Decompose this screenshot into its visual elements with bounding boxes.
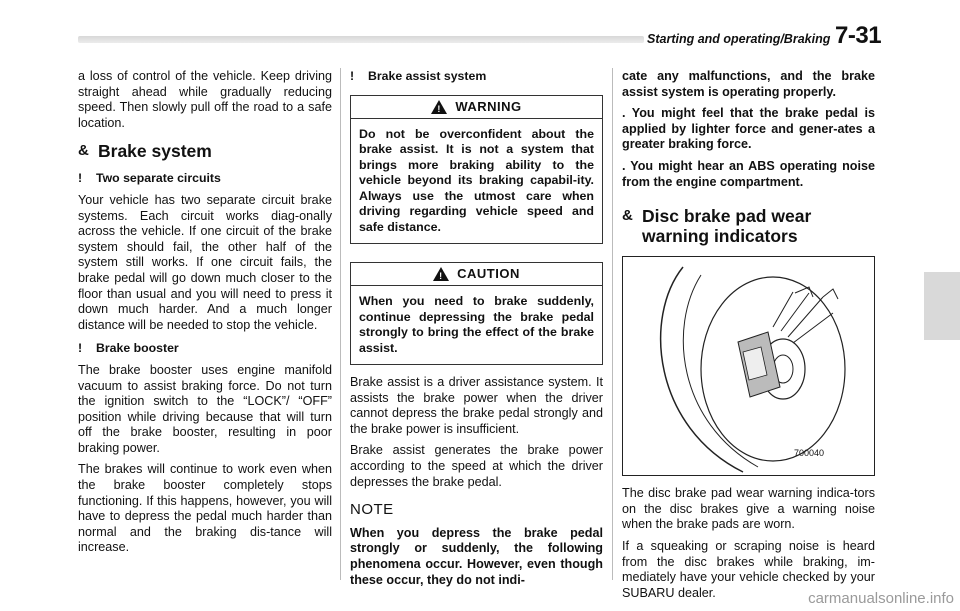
caution-text: When you need to brake suddenly, continue depressing the brake pedal strongly to bring the effect of the brake assist. (359, 294, 594, 355)
section-marker-icon: & (622, 207, 633, 225)
subheading (78, 171, 332, 187)
subheading-text: Brake booster (96, 341, 179, 356)
warning-box (350, 95, 603, 245)
column-3 (622, 69, 875, 607)
paragraph: Brake assist generates the brake power according to the speed at which the driver depresses the brake pedal. (350, 443, 603, 489)
intro-paragraph: a loss of control of the vehicle. Keep driving straight ahead while gradually reducing speed. Then slowly pull off the road to a safe location. (78, 69, 332, 130)
figure-code: 700040 (793, 447, 824, 458)
section-heading (622, 206, 875, 246)
subheading-marker-icon: ! (78, 171, 83, 186)
caution-title (351, 263, 602, 286)
warning-triangle-icon (431, 100, 447, 114)
section-heading-text: Brake system (98, 141, 212, 162)
subheading-marker-icon: ! (350, 69, 355, 83)
section-heading-text: Disc brake pad wear warning indicators (642, 206, 812, 247)
caution-triangle-icon (433, 267, 449, 281)
section-title: Starting and operating/Braking (647, 32, 831, 46)
subheading (350, 69, 603, 85)
header-rule (78, 36, 644, 43)
paragraph: The disc brake pad wear warning indica-tors on the disc brakes give a warning noise when the brake pads are worn. (622, 486, 875, 532)
column-1 (78, 69, 332, 562)
subheading (78, 341, 332, 357)
watermark: carmanualsonline.info (808, 590, 954, 607)
note-heading: NOTE (350, 501, 394, 519)
bullet-item (622, 159, 875, 190)
note-text: When you depress the brake pedal strongly or suddenly, the following phenomena occur. However, even though these occur, they do not indi- (350, 525, 603, 587)
note-continuation: cate any malfunctions, and the brake assist system is operating properly. (622, 69, 875, 99)
bullet-text: You might hear an ABS operating noise from the engine compartment. (622, 158, 875, 189)
warning-title (351, 96, 602, 119)
bullet-item (622, 106, 875, 153)
subheading-text: Brake assist system (368, 69, 487, 83)
warning-text: Do not be overconfident about the brake assist. It is not a system that brings more braking ability to the vehicle beyond its braking capabil-ity. Always use the utmost care when driving regarding vehicle speed and safe distance. (359, 126, 594, 234)
bullet-marker: . (622, 106, 626, 121)
page-number: 7-31 (835, 22, 882, 49)
bullet-marker: . (622, 158, 626, 173)
paragraph: The brake booster uses engine manifold vacuum to assist braking force. Do not turn the ignition switch to the “LOCK”/ “OFF” position while driving because that will turn off the brake booster, resulting in poor braking power. (78, 362, 332, 455)
paragraph: Your vehicle has two separate circuit brake systems. Each circuit works diag-onally across the vehicle. If one circuit of the brake system should fail, the other half of the system still works. If one circuit fails, the brake pedal will go down much closer to the floor than usual and you will need to press it down much harder. And a much longer distance will be needed to stop the vehicle. (78, 192, 332, 332)
paragraph: If a squeaking or scraping noise is heard from the disc brakes while braking, im-mediately have your vehicle checked by your SUBARU dealer. (622, 538, 875, 600)
section-marker-icon: & (78, 142, 89, 160)
warning-title-text: WARNING (455, 98, 522, 114)
bullet-text: You might feel that the brake pedal is applied by lighter force and gener-ates a greater braking force. (622, 106, 875, 152)
caution-title-text: CAUTION (457, 266, 520, 282)
column-divider (340, 68, 341, 580)
section-heading (78, 141, 332, 161)
subheading-text: Two separate circuits (96, 171, 221, 186)
column-divider (612, 68, 613, 580)
paragraph: The brakes will continue to work even when the brake booster completely stops functioning. If this happens, however, you will have to depress the pedal much harder than normal and the braking dis-tance will increase. (78, 462, 332, 555)
column-2 (350, 69, 603, 594)
chapter-tab (924, 272, 960, 340)
disc-brake-illustration (623, 257, 876, 475)
paragraph: Brake assist is a driver assistance system. It assists the brake power when the driver cannot depress the brake pedal strongly and the brake power is insufficient. (350, 375, 603, 436)
caution-box (350, 262, 603, 365)
brake-figure (622, 256, 875, 476)
subheading-marker-icon: ! (78, 341, 83, 356)
